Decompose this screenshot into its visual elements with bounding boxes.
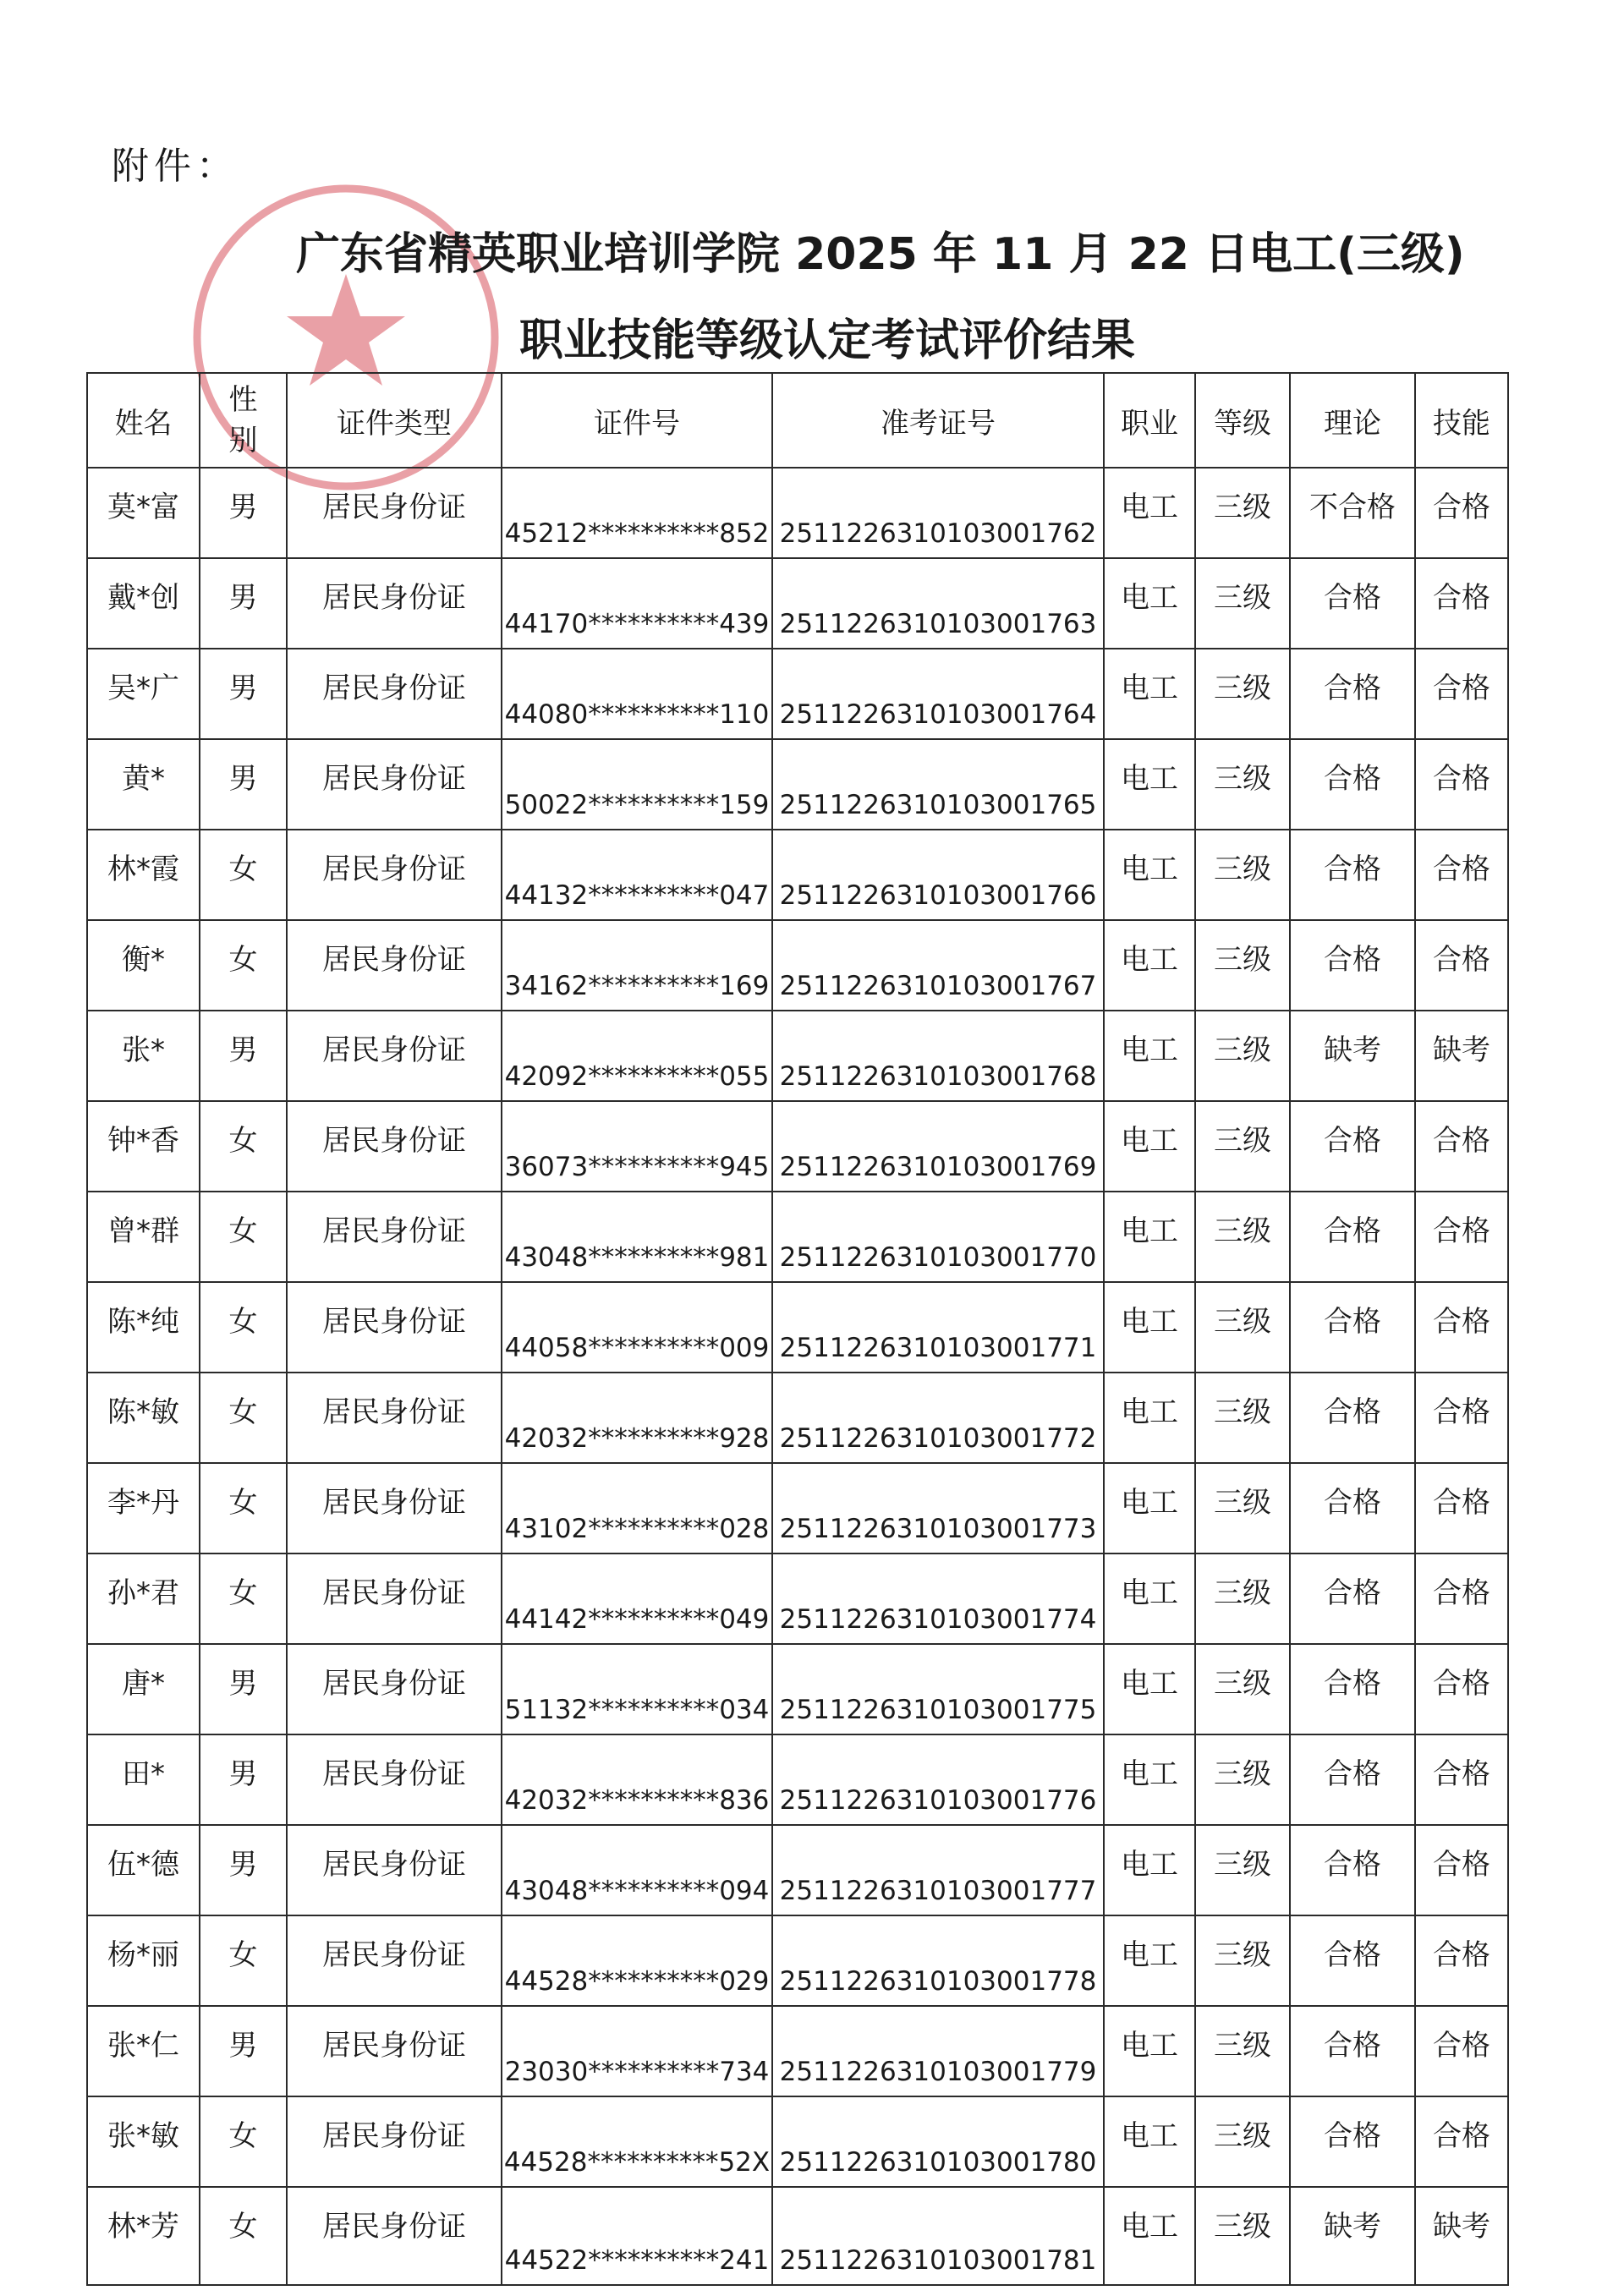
cell-gender: 男 — [200, 1644, 287, 1734]
cell-id-number: 51132**********034 — [502, 1644, 772, 1734]
cell-name: 伍*德 — [87, 1825, 200, 1915]
cell-skill: 合格 — [1415, 1463, 1508, 1553]
table-header-row — [87, 373, 1508, 468]
cell-exam-number: 2511226310103001774 — [772, 1553, 1104, 1644]
cell-exam-number: 2511226310103001778 — [772, 1915, 1104, 2006]
cell-id-number: 42032**********836 — [502, 1734, 772, 1825]
cell-level: 三级 — [1195, 2096, 1290, 2187]
cell-level: 三级 — [1195, 1192, 1290, 1282]
table-row — [87, 920, 1508, 1011]
cell-skill: 合格 — [1415, 2096, 1508, 2187]
cell-gender: 男 — [200, 1011, 287, 1101]
cell-exam-number: 2511226310103001765 — [772, 739, 1104, 830]
cell-id-type: 居民身份证 — [287, 1373, 502, 1463]
table-row — [87, 1101, 1508, 1192]
header-name: 姓名 — [87, 373, 200, 468]
cell-name: 衡* — [87, 920, 200, 1011]
cell-theory: 合格 — [1290, 1373, 1415, 1463]
table-row — [87, 1192, 1508, 1282]
cell-gender: 女 — [200, 920, 287, 1011]
table-row — [87, 1553, 1508, 1644]
table-row — [87, 1644, 1508, 1734]
header-skill: 技能 — [1415, 373, 1508, 468]
cell-exam-number: 2511226310103001764 — [772, 649, 1104, 739]
cell-skill: 合格 — [1415, 1915, 1508, 2006]
cell-skill: 合格 — [1415, 1101, 1508, 1192]
cell-id-type: 居民身份证 — [287, 649, 502, 739]
cell-level: 三级 — [1195, 920, 1290, 1011]
cell-id-number: 44528**********029 — [502, 1915, 772, 2006]
cell-skill: 合格 — [1415, 468, 1508, 558]
cell-id-number: 42092**********055 — [502, 1011, 772, 1101]
cell-theory: 合格 — [1290, 1553, 1415, 1644]
cell-occupation: 电工 — [1104, 1825, 1195, 1915]
table-row — [87, 2096, 1508, 2187]
cell-skill: 合格 — [1415, 1825, 1508, 1915]
cell-skill: 合格 — [1415, 1282, 1508, 1373]
cell-id-type: 居民身份证 — [287, 558, 502, 649]
cell-exam-number: 2511226310103001766 — [772, 830, 1104, 920]
cell-id-type: 居民身份证 — [287, 468, 502, 558]
cell-level: 三级 — [1195, 739, 1290, 830]
header-theory: 理论 — [1290, 373, 1415, 468]
cell-id-number: 50022**********159 — [502, 739, 772, 830]
cell-id-number: 43102**********028 — [502, 1463, 772, 1553]
document-title-line1: 广东省精英职业培训学院 2025 年 11 月 22 日电工(三级) — [296, 229, 1465, 280]
cell-theory: 合格 — [1290, 1101, 1415, 1192]
cell-theory: 合格 — [1290, 1192, 1415, 1282]
table-row — [87, 1734, 1508, 1825]
cell-skill: 合格 — [1415, 649, 1508, 739]
cell-occupation: 电工 — [1104, 1282, 1195, 1373]
cell-occupation: 电工 — [1104, 830, 1195, 920]
table-row — [87, 1463, 1508, 1553]
cell-level: 三级 — [1195, 1011, 1290, 1101]
cell-exam-number: 2511226310103001772 — [772, 1373, 1104, 1463]
cell-exam-number: 2511226310103001779 — [772, 2006, 1104, 2096]
cell-occupation: 电工 — [1104, 1734, 1195, 1825]
cell-theory: 缺考 — [1290, 2187, 1415, 2285]
cell-name: 林*霞 — [87, 830, 200, 920]
cell-id-number: 36073**********945 — [502, 1101, 772, 1192]
cell-occupation: 电工 — [1104, 1915, 1195, 2006]
cell-id-type: 居民身份证 — [287, 1192, 502, 1282]
cell-occupation: 电工 — [1104, 558, 1195, 649]
cell-gender: 男 — [200, 468, 287, 558]
cell-theory: 合格 — [1290, 1282, 1415, 1373]
table-row — [87, 468, 1508, 558]
cell-name: 陈*敏 — [87, 1373, 200, 1463]
cell-name: 张* — [87, 1011, 200, 1101]
cell-name: 黄* — [87, 739, 200, 830]
cell-name: 吴*广 — [87, 649, 200, 739]
cell-name: 张*敏 — [87, 2096, 200, 2187]
cell-gender: 女 — [200, 1282, 287, 1373]
cell-gender: 女 — [200, 1463, 287, 1553]
header-exam-number: 准考证号 — [772, 373, 1104, 468]
cell-gender: 女 — [200, 1915, 287, 2006]
cell-id-type: 居民身份证 — [287, 1282, 502, 1373]
cell-occupation: 电工 — [1104, 739, 1195, 830]
document-title-line2: 职业技能等级认定考试评价结果 — [519, 315, 1136, 366]
cell-level: 三级 — [1195, 2187, 1290, 2285]
cell-gender: 男 — [200, 1825, 287, 1915]
cell-gender: 女 — [200, 1553, 287, 1644]
cell-id-number: 44132**********047 — [502, 830, 772, 920]
cell-name: 曾*群 — [87, 1192, 200, 1282]
cell-theory: 合格 — [1290, 1644, 1415, 1734]
cell-theory: 合格 — [1290, 1915, 1415, 2006]
cell-exam-number: 2511226310103001769 — [772, 1101, 1104, 1192]
cell-skill: 合格 — [1415, 1553, 1508, 1644]
cell-occupation: 电工 — [1104, 2096, 1195, 2187]
cell-name: 林*芳 — [87, 2187, 200, 2285]
cell-skill: 合格 — [1415, 1734, 1508, 1825]
cell-id-number: 43048**********094 — [502, 1825, 772, 1915]
cell-name: 唐* — [87, 1644, 200, 1734]
cell-exam-number: 2511226310103001780 — [772, 2096, 1104, 2187]
cell-gender: 男 — [200, 558, 287, 649]
cell-exam-number: 2511226310103001781 — [772, 2187, 1104, 2285]
cell-id-type: 居民身份证 — [287, 2096, 502, 2187]
cell-level: 三级 — [1195, 1553, 1290, 1644]
cell-level: 三级 — [1195, 1734, 1290, 1825]
cell-occupation: 电工 — [1104, 2187, 1195, 2285]
cell-id-type: 居民身份证 — [287, 2006, 502, 2096]
cell-theory: 合格 — [1290, 1463, 1415, 1553]
cell-id-number: 45212**********852 — [502, 468, 772, 558]
cell-occupation: 电工 — [1104, 1011, 1195, 1101]
cell-theory: 不合格 — [1290, 468, 1415, 558]
cell-theory: 合格 — [1290, 1825, 1415, 1915]
table-row — [87, 830, 1508, 920]
cell-id-type: 居民身份证 — [287, 2187, 502, 2285]
cell-skill: 合格 — [1415, 558, 1508, 649]
cell-id-number: 34162**********169 — [502, 920, 772, 1011]
cell-level: 三级 — [1195, 1825, 1290, 1915]
cell-level: 三级 — [1195, 1101, 1290, 1192]
cell-theory: 合格 — [1290, 830, 1415, 920]
cell-gender: 男 — [200, 1734, 287, 1825]
cell-occupation: 电工 — [1104, 1373, 1195, 1463]
cell-theory: 合格 — [1290, 739, 1415, 830]
cell-gender: 男 — [200, 2006, 287, 2096]
cell-occupation: 电工 — [1104, 1463, 1195, 1553]
table-row — [87, 1373, 1508, 1463]
table-row — [87, 649, 1508, 739]
cell-level: 三级 — [1195, 649, 1290, 739]
cell-theory: 缺考 — [1290, 1011, 1415, 1101]
cell-gender: 女 — [200, 1101, 287, 1192]
cell-occupation: 电工 — [1104, 2006, 1195, 2096]
cell-level: 三级 — [1195, 1373, 1290, 1463]
table-row — [87, 2006, 1508, 2096]
cell-occupation: 电工 — [1104, 649, 1195, 739]
cell-id-type: 居民身份证 — [287, 739, 502, 830]
cell-skill: 合格 — [1415, 739, 1508, 830]
cell-exam-number: 2511226310103001773 — [772, 1463, 1104, 1553]
cell-id-type: 居民身份证 — [287, 1463, 502, 1553]
table-row — [87, 1825, 1508, 1915]
cell-level: 三级 — [1195, 1282, 1290, 1373]
header-gender-line2: 别 — [228, 424, 258, 458]
cell-skill: 合格 — [1415, 2006, 1508, 2096]
header-id-type: 证件类型 — [287, 373, 502, 468]
cell-theory: 合格 — [1290, 920, 1415, 1011]
cell-name: 杨*丽 — [87, 1915, 200, 2006]
cell-level: 三级 — [1195, 558, 1290, 649]
cell-skill: 合格 — [1415, 1192, 1508, 1282]
table-row — [87, 1915, 1508, 2006]
cell-level: 三级 — [1195, 1463, 1290, 1553]
cell-theory: 合格 — [1290, 2096, 1415, 2187]
cell-occupation: 电工 — [1104, 1101, 1195, 1192]
cell-id-type: 居民身份证 — [287, 830, 502, 920]
cell-name: 陈*纯 — [87, 1282, 200, 1373]
cell-theory: 合格 — [1290, 649, 1415, 739]
header-id-number: 证件号 — [502, 373, 772, 468]
cell-level: 三级 — [1195, 1644, 1290, 1734]
table-row — [87, 558, 1508, 649]
cell-id-type: 居民身份证 — [287, 1644, 502, 1734]
cell-id-type: 居民身份证 — [287, 1915, 502, 2006]
header-occupation: 职业 — [1104, 373, 1195, 468]
cell-gender: 男 — [200, 739, 287, 830]
cell-exam-number: 2511226310103001777 — [772, 1825, 1104, 1915]
cell-theory: 合格 — [1290, 2006, 1415, 2096]
header-gender — [200, 373, 287, 468]
cell-gender: 女 — [200, 1373, 287, 1463]
cell-skill: 合格 — [1415, 1373, 1508, 1463]
cell-skill: 合格 — [1415, 830, 1508, 920]
cell-gender: 男 — [200, 649, 287, 739]
cell-exam-number: 2511226310103001768 — [772, 1011, 1104, 1101]
cell-occupation: 电工 — [1104, 920, 1195, 1011]
cell-id-type: 居民身份证 — [287, 1825, 502, 1915]
table-row — [87, 1011, 1508, 1101]
cell-level: 三级 — [1195, 468, 1290, 558]
cell-id-type: 居民身份证 — [287, 1734, 502, 1825]
cell-id-number: 44528**********52X — [502, 2096, 772, 2187]
cell-occupation: 电工 — [1104, 1192, 1195, 1282]
cell-occupation: 电工 — [1104, 1553, 1195, 1644]
cell-skill: 合格 — [1415, 1644, 1508, 1734]
cell-id-number: 44170**********439 — [502, 558, 772, 649]
attachment-label: 附件： — [112, 145, 239, 188]
cell-id-type: 居民身份证 — [287, 1011, 502, 1101]
cell-skill: 缺考 — [1415, 2187, 1508, 2285]
cell-id-number: 43048**********981 — [502, 1192, 772, 1282]
cell-occupation: 电工 — [1104, 1644, 1195, 1734]
cell-theory: 合格 — [1290, 558, 1415, 649]
results-table — [86, 372, 1509, 2286]
cell-id-number: 23030**********734 — [502, 2006, 772, 2096]
cell-exam-number: 2511226310103001770 — [772, 1192, 1104, 1282]
cell-id-number: 44058**********009 — [502, 1282, 772, 1373]
cell-name: 张*仁 — [87, 2006, 200, 2096]
cell-level: 三级 — [1195, 830, 1290, 920]
cell-name: 田* — [87, 1734, 200, 1825]
cell-theory: 合格 — [1290, 1734, 1415, 1825]
table-row — [87, 739, 1508, 830]
cell-gender: 女 — [200, 2187, 287, 2285]
cell-occupation: 电工 — [1104, 468, 1195, 558]
cell-exam-number: 2511226310103001775 — [772, 1644, 1104, 1734]
cell-exam-number: 2511226310103001762 — [772, 468, 1104, 558]
cell-id-type: 居民身份证 — [287, 920, 502, 1011]
cell-name: 戴*创 — [87, 558, 200, 649]
cell-name: 李*丹 — [87, 1463, 200, 1553]
cell-skill: 合格 — [1415, 920, 1508, 1011]
cell-id-number: 44522**********241 — [502, 2187, 772, 2285]
cell-skill: 缺考 — [1415, 1011, 1508, 1101]
cell-exam-number: 2511226310103001763 — [772, 558, 1104, 649]
cell-name: 孙*君 — [87, 1553, 200, 1644]
cell-level: 三级 — [1195, 2006, 1290, 2096]
cell-exam-number: 2511226310103001771 — [772, 1282, 1104, 1373]
cell-name: 莫*富 — [87, 468, 200, 558]
cell-gender: 女 — [200, 830, 287, 920]
cell-name: 钟*香 — [87, 1101, 200, 1192]
header-level: 等级 — [1195, 373, 1290, 468]
cell-id-number: 44142**********049 — [502, 1553, 772, 1644]
cell-gender: 女 — [200, 2096, 287, 2187]
cell-gender: 女 — [200, 1192, 287, 1282]
cell-id-type: 居民身份证 — [287, 1553, 502, 1644]
table-row — [87, 2187, 1508, 2285]
cell-exam-number: 2511226310103001767 — [772, 920, 1104, 1011]
header-gender-line1: 性 — [228, 383, 258, 417]
cell-id-number: 44080**********110 — [502, 649, 772, 739]
cell-id-type: 居民身份证 — [287, 1101, 502, 1192]
table-row — [87, 1282, 1508, 1373]
cell-level: 三级 — [1195, 1915, 1290, 2006]
cell-exam-number: 2511226310103001776 — [772, 1734, 1104, 1825]
cell-id-number: 42032**********928 — [502, 1373, 772, 1463]
